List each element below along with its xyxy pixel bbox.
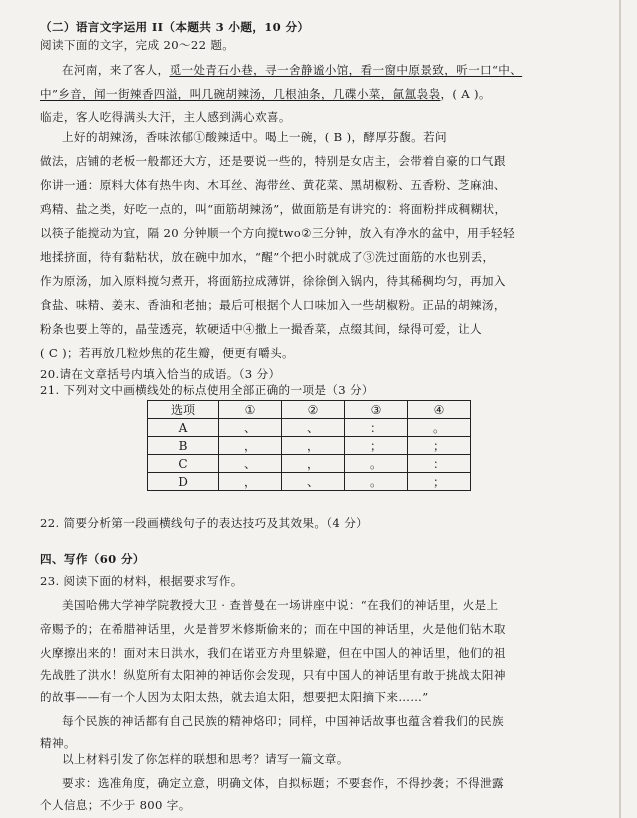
material-line: 美国哈佛大学神学院教授大卫 · 查普曼在一场讲座中说：“在我们的神话里，火是上	[62, 598, 499, 612]
table-row	[148, 419, 471, 437]
table-cell: B	[148, 437, 219, 455]
table-cell: 、	[282, 419, 345, 437]
question-20: 20.请在文章括号内填入恰当的成语。（3 分）	[40, 367, 281, 381]
p2-line: 地揉挤面，待有黏粘状，放在碗中加水，“醒”个把小时就成了③洗过面筋的水也别丢，	[40, 250, 495, 264]
p2-line: 上好的胡辣汤，香味浓郁①酸辣适中。喝上一碗，( B )，酵厚芬馥。若问	[62, 130, 448, 144]
table-row	[148, 455, 471, 473]
section-heading: （二）语言文字运用 II（本题共 3 小题，10 分）	[40, 20, 310, 34]
page-edge	[619, 0, 621, 818]
options-table	[147, 400, 471, 491]
table-cell: A	[148, 419, 219, 437]
requirements-line: 要求：选准角度，确定立意，明确文体，自拟标题；不要套作，不得抄袭；不得泄露	[62, 776, 504, 790]
material-line: 帝赐予的；在希腊神话里，火是普罗米修斯偷来的；而在中国的神话里，火是他们钻木取	[40, 622, 506, 636]
p2-line: 粉条也要上等的，晶莹透亮，软硬适中④撒上一撮香菜，点缀其间，绿得可爱，让人	[40, 322, 482, 336]
underlined-sentence: 中”乡音，闻一街辣香四溢，叫几碗胡辣汤，几根油条，几碟小菜，氤氲袅袅	[40, 87, 441, 101]
p2-line: 食盐、味精、姜末、香油和老抽；最后可根据个人口味加入一些胡椒粉。正品的胡辣汤，	[40, 298, 506, 312]
table-header-cell: 选项	[148, 401, 219, 419]
table-cell: C	[148, 455, 219, 473]
table-header-cell: ②	[282, 401, 345, 419]
p2-line: 作为原汤，加入原料搅匀煮开，将面筋拉成薄饼，徐徐倒入锅内，待其稀稠均匀，再加入	[40, 274, 506, 288]
table-cell: 。	[408, 419, 471, 437]
writing-prompt: 以上材料引发了你怎样的联想和思考？请写一篇文章。	[62, 752, 349, 766]
p2-line: 以筷子能搅动为宜，隔 20 分钟顺一个方向搅two②三分钟，放入有净水的盆中，用手轻轻	[40, 226, 515, 240]
question-22: 22. 简要分析第一段画横线句子的表达技巧及其效果。（4 分）	[40, 516, 369, 530]
table-cell: 、	[219, 419, 282, 437]
p1-line-3: 临走，客人吃得满头大汗，主人感到满心欢喜。	[40, 110, 291, 124]
p2-line: 做法，店铺的老板一般都还大方，还是要说一些的，特别是女店主，会带着自豪的口气跟	[40, 154, 506, 168]
material-line: 先战胜了洪水！纵览所有太阳神的神话你会发现，只有中国人的神话里有敢于挑战太阳神	[40, 668, 506, 682]
table-cell: D	[148, 473, 219, 491]
table-header-row	[148, 401, 471, 419]
table-cell: 、	[219, 455, 282, 473]
reading-instruction: 阅读下面的文字，完成 20～22 题。	[40, 38, 235, 52]
table-cell: ；	[408, 473, 471, 491]
table-cell: 。	[345, 455, 408, 473]
table-cell: ，	[219, 437, 282, 455]
table-cell: 、	[282, 473, 345, 491]
underlined-sentence: 觅一处青石小巷，寻一舍静谧小馆，看一窗中原景致，听一口“中、	[169, 63, 523, 77]
p2-line: 鸡精、盐之类，好吃一点的，叫“面筋胡辣汤”，做面筋是有讲究的：将面粉拌成稠糊状，	[40, 202, 507, 216]
blank-a: ，( A )。	[440, 87, 491, 101]
table-cell: ，	[282, 437, 345, 455]
material-line: 的故事——有一个人因为太阳太热，就去追太阳，想要把太阳摘下来……”	[40, 690, 429, 704]
section-heading: 四、写作（60 分）	[40, 552, 145, 566]
table-cell: ，	[219, 473, 282, 491]
table-header-cell: ④	[408, 401, 471, 419]
table-cell: ：	[345, 419, 408, 437]
table-row	[148, 473, 471, 491]
table-header-cell: ③	[345, 401, 408, 419]
question-23: 23. 阅读下面的材料，根据要求写作。	[40, 574, 243, 588]
p1-line-1	[62, 63, 637, 77]
table-header-cell: ①	[219, 401, 282, 419]
requirements-line: 个人信息；不少于 800 字。	[40, 798, 191, 812]
p2-line: ( C )；若再放几粒炒焦的花生瓣，便更有嚼头。	[40, 346, 294, 360]
table-row	[148, 437, 471, 455]
material-line: 每个民族的神话都有自己民族的精神烙印；同样，中国神话故事也蕴含着我们的民族	[62, 714, 504, 728]
material-line: 精神。	[40, 736, 76, 750]
table-cell: ；	[345, 437, 408, 455]
material-line: 火摩擦出来的！面对末日洪水，我们在诺亚方舟里躲避，但在中国人的神话里，他们的祖	[40, 646, 506, 660]
table-cell: ，	[282, 455, 345, 473]
table-cell: 。	[345, 473, 408, 491]
p1-text: 在河南，来了客人，	[62, 63, 170, 77]
question-21: 21. 下列对文中画横线处的标点使用全部正确的一项是（3 分）	[40, 383, 374, 397]
table-cell: ；	[408, 437, 471, 455]
table-cell: ：	[408, 455, 471, 473]
p1-line-2	[40, 87, 620, 101]
p2-line: 你讲一通：原料大体有热牛肉、木耳丝、海带丝、黄花菜、黑胡椒粉、五香粉、芝麻油、	[40, 178, 506, 192]
